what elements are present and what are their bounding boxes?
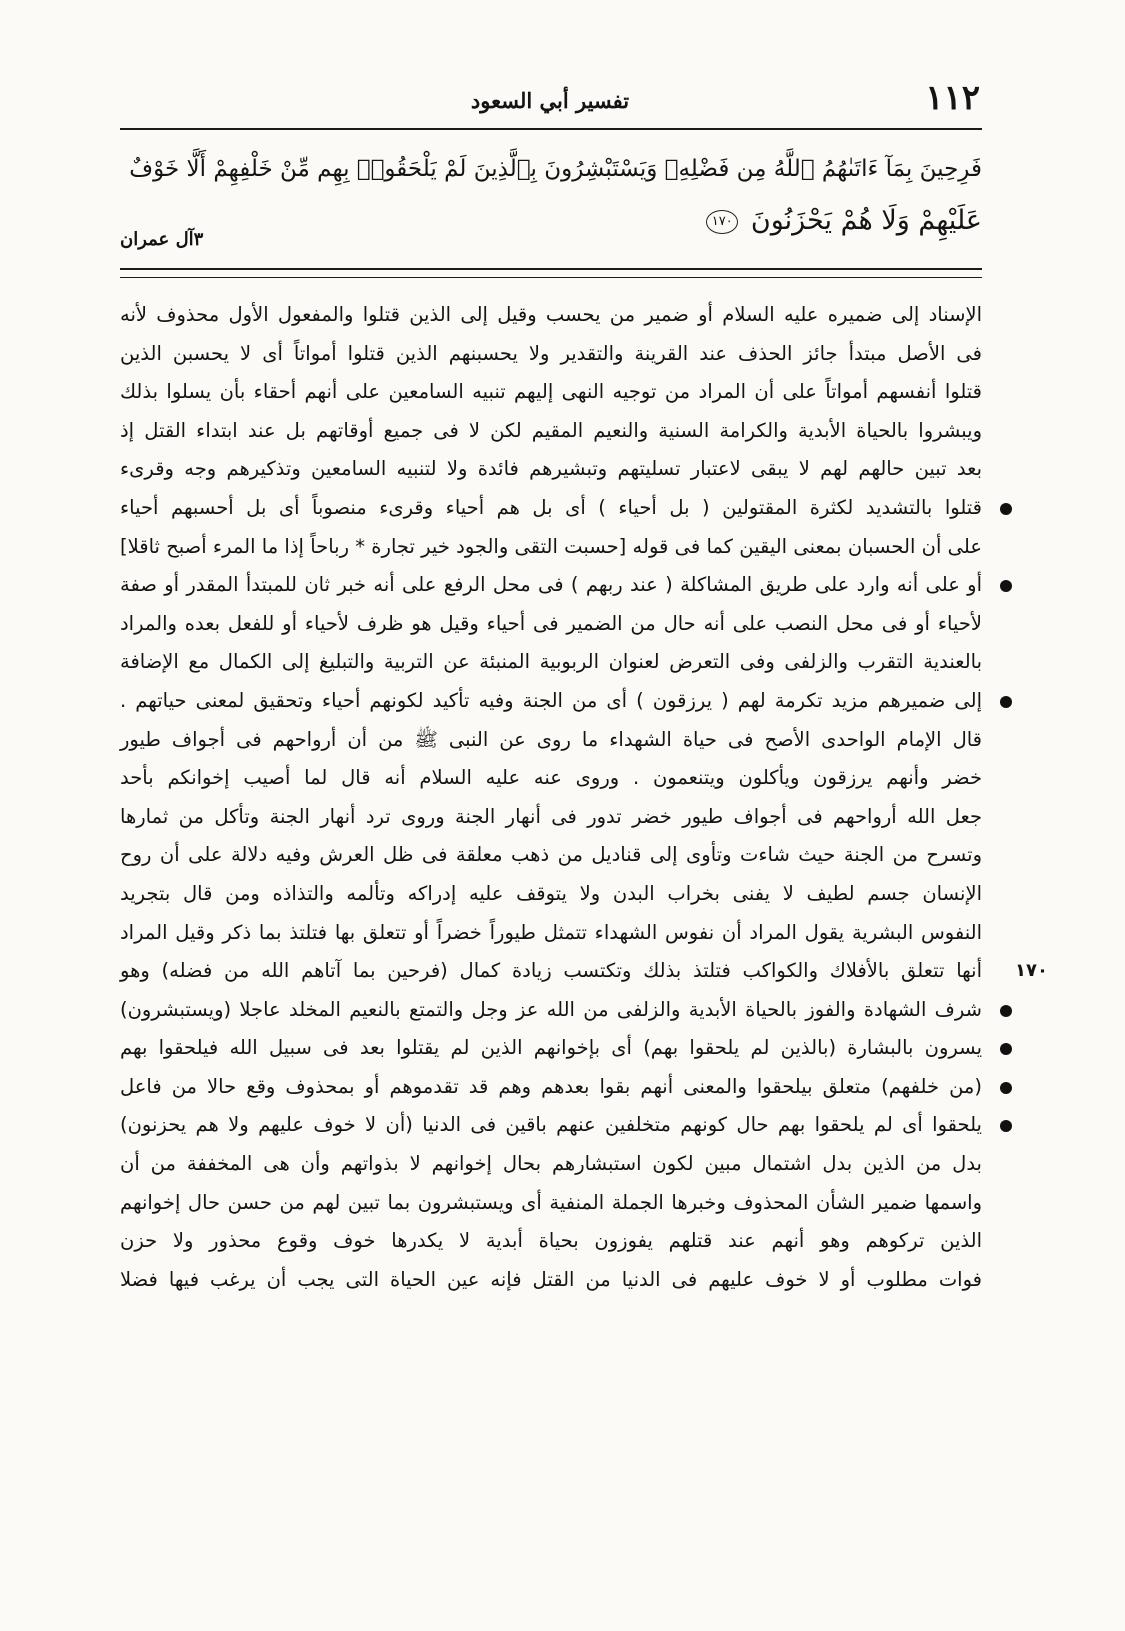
commentary-line bbox=[120, 450, 982, 489]
commentary-line bbox=[120, 721, 982, 760]
commentary-body bbox=[120, 296, 1048, 1299]
ayah-number-marker: ١٧٠ bbox=[706, 210, 738, 234]
commentary-line-text: الإنسان جسم لطيف لا يفنى بخراب البدن ولا يتوقف عليه إدراكه وتألمه والتذاذه ومن قال بتجريد bbox=[120, 881, 982, 905]
commentary-line bbox=[120, 643, 982, 682]
commentary-line bbox=[120, 335, 982, 374]
commentary-line-text: على أن الحسبان بمعنى اليقين كما فى قوله [حسبت التقى والجود خير تجارة * رباحاً إذا ما المرء أصبح ثاقلا] bbox=[120, 534, 982, 558]
verse-marker-bullet bbox=[1000, 1005, 1012, 1017]
commentary-line bbox=[120, 1145, 982, 1184]
verse-line-1: فَرِحِينَ بِمَآ ءَاتَىٰهُمُ ٱللَّهُ مِن فَضْلِهِۦ وَيَسْتَبْشِرُونَ بِٱلَّذِينَ لَمْ يَلْحَقُوا۟ بِهِم مِّنْ خَلْفِهِمْ أَلَّا خَوْفٌ bbox=[129, 156, 982, 182]
commentary-line-text: بدل من الذين بدل اشتمال مبين لكون استبشارهم بحال إخوانهم لا بذواتهم وأن هى المخففة من أن bbox=[120, 1152, 982, 1176]
commentary-line bbox=[120, 798, 982, 837]
verse-line-2 bbox=[120, 195, 982, 247]
commentary-line-text: قال الإمام الواحدى الأصح فى حياة الشهداء ما روى عن النبى ﷺ من أن أرواحهم فى أجواف طيور bbox=[120, 727, 982, 751]
commentary-line bbox=[120, 1222, 982, 1261]
page-number: ١١٢ bbox=[925, 78, 980, 118]
page-title: تفسير أبي السعود bbox=[470, 88, 630, 113]
commentary-line-text: وتسرح من الجنة حيث شاءت وتأوى إلى قناديل من ذهب معلقة فى ظل العرش وفيه دلالة على أن روح bbox=[120, 843, 982, 867]
commentary-line bbox=[120, 296, 982, 335]
commentary-line bbox=[120, 605, 982, 644]
verse-marker-bullet bbox=[1000, 1120, 1012, 1132]
surah-reference: ٣آل عمران bbox=[120, 229, 204, 250]
header-rule bbox=[120, 128, 982, 130]
verse-line-2-text: عَلَيْهِمْ وَلَا هُمْ يَحْزَنُونَ bbox=[750, 205, 982, 236]
commentary-line bbox=[120, 914, 982, 953]
commentary-line-text: إلى ضميرهم مزيد تكرمة لهم ( يرزقون ) أى من الجنة وفيه تأكيد لكونهم أحياء وتحقيق لمعنى حياتهم . bbox=[120, 688, 982, 712]
commentary-line bbox=[120, 528, 982, 567]
commentary-line-text: الذين تركوهم وهو أنهم عند قتلهم يفوزون بحياة أبدية لا يكدرها خوف وقوع محذور ولا حزن bbox=[120, 1229, 982, 1253]
verse-rule-bottom bbox=[120, 277, 982, 278]
commentary-line bbox=[120, 991, 982, 1030]
margin-verse-number: ١٧٠ bbox=[1015, 960, 1048, 982]
commentary-line bbox=[120, 1029, 982, 1068]
commentary-line bbox=[120, 1261, 982, 1300]
commentary-line-text: لأحياء أو فى محل النصب على أنه حال من الضمير فى أحياء وقيل هو ظرف لأحياء أو للفعل بعده والمراد bbox=[120, 611, 982, 635]
verse-marker-bullet bbox=[1000, 503, 1012, 515]
commentary-line bbox=[120, 489, 982, 528]
commentary-line-text: قتلوا بالتشديد لكثرة المقتولين ( بل أحياء ) أى بل هم أحياء وقرىء منصوباً أى بل أحسبهم أحياء bbox=[120, 495, 982, 519]
commentary-line bbox=[120, 759, 982, 798]
commentary-line-text: بعد تبين حالهم لهم لا يبقى لاعتبار تسليتهم وتبشيرهم فائدة ولا لتنبيه السامعين وتذكيرهم وجه وقرىء bbox=[120, 457, 982, 481]
quran-verse bbox=[120, 143, 982, 250]
commentary-line bbox=[120, 1106, 982, 1145]
verse-marker-bullet bbox=[1000, 1043, 1012, 1055]
commentary-line bbox=[120, 1068, 982, 1107]
commentary-line-text: الإسناد إلى ضميره عليه السلام أو ضمير من يحسب وقيل إلى الذين قتلوا والمفعول الأول محذوف لأنه bbox=[120, 303, 982, 326]
commentary-line bbox=[120, 412, 982, 451]
commentary-line bbox=[120, 373, 982, 412]
verse-marker-bullet bbox=[1000, 696, 1012, 708]
page-header bbox=[120, 78, 980, 128]
commentary-line-text: بالعندية التقرب والزلفى وفى التعرض لعنوان الربوبية المنبئة عن التربية والتبليغ إلى الكمال مع الإضافة bbox=[120, 650, 982, 674]
commentary-line-text: يلحقوا أى لم يلحقوا بهم حال كونهم متخلفين عنهم باقين فى الدنيا (أن لا خوف عليهم ولا هم يحزنون) bbox=[120, 1113, 982, 1137]
commentary-line-text: قتلوا أنفسهم أمواتاً على أن المراد من توجيه النهى إليهم تنبيه السامعين على أنهم أحقاء بأن يسلوا بذلك bbox=[120, 380, 982, 404]
commentary-line bbox=[120, 875, 982, 914]
commentary-line-text: جعل الله أرواحهم فى أجواف طيور خضر تدور فى أنهار الجنة وروى ترد أنهار الجنة وتأكل من ثمارها bbox=[120, 804, 982, 828]
commentary-line-text: أنها تتعلق بالأفلاك والكواكب فتلتذ بذلك وتكتسب زيادة كمال (فرحين بما آتاهم الله من فضله) وهو bbox=[120, 959, 982, 983]
commentary-line-text: يسرون بالبشارة (بالذين لم يلحقوا بهم) أى بإخوانهم الذين لم يقتلوا بعد فى سبيل الله فيلحقوا بهم bbox=[120, 1036, 982, 1060]
verse-marker-bullet bbox=[1000, 1082, 1012, 1094]
commentary-line-text: واسمها ضمير الشأن المحذوف وخبرها الجملة المنفية أى ويستبشرون بما تبين لهم من حسن حال إخوانهم bbox=[120, 1190, 982, 1214]
commentary-line bbox=[120, 952, 1048, 991]
commentary-line bbox=[120, 682, 982, 721]
commentary-line bbox=[120, 1184, 982, 1223]
commentary-line bbox=[120, 566, 982, 605]
commentary-line-text: أو على أنه وارد على طريق المشاكلة ( عند ربهم ) فى محل الرفع على أنه خبر ثان للمبتدأ المقدر أو صفة bbox=[120, 573, 982, 597]
commentary-line-text: شرف الشهادة والفوز بالحياة الأبدية والزلفى من الله عز وجل والتمتع بالنعيم المخلد عاجلا (ويستبشرون) bbox=[120, 997, 982, 1021]
verse-marker-bullet bbox=[1000, 580, 1012, 592]
commentary-line-text: النفوس البشرية يقول المراد أن نفوس الشهداء تتمثل طيوراً خضراً أو تتعلق بها فتلتذ بما ذكر وقيل المراد bbox=[120, 920, 982, 944]
commentary-line-text: خضر وأنهم يرزقون ويأكلون ويتنعمون . وروى عنه عليه السلام أنه قال لما أصيب إخوانكم بأحد bbox=[120, 766, 982, 790]
commentary-line-text: ويبشروا بالحياة الأبدية والكرامة السنية والنعيم المقيم لكن لا فى جميع أوقاتهم بل عند ابتداء القتل إذ bbox=[120, 418, 982, 442]
commentary-line-text: فوات مطلوب أو لا خوف عليهم فى الدنيا من القتل فإنه عين الحياة التى يجب أن يرغب فيها فضلا bbox=[120, 1267, 982, 1291]
commentary-line bbox=[120, 836, 982, 875]
commentary-line-text: فى الأصل مبتدأ جائز الحذف عند القرينة والتقدير ولا يحسبنهم الذين قتلوا أمواتاً أى لا يحسبن الذين bbox=[120, 341, 982, 365]
commentary-line-text: (من خلفهم) متعلق بيلحقوا والمعنى أنهم بقوا بعدهم وهم قد تقدموهم أو بمحذوف وقع حالا من فاعل bbox=[120, 1074, 982, 1098]
verse-rule-top bbox=[120, 268, 982, 270]
